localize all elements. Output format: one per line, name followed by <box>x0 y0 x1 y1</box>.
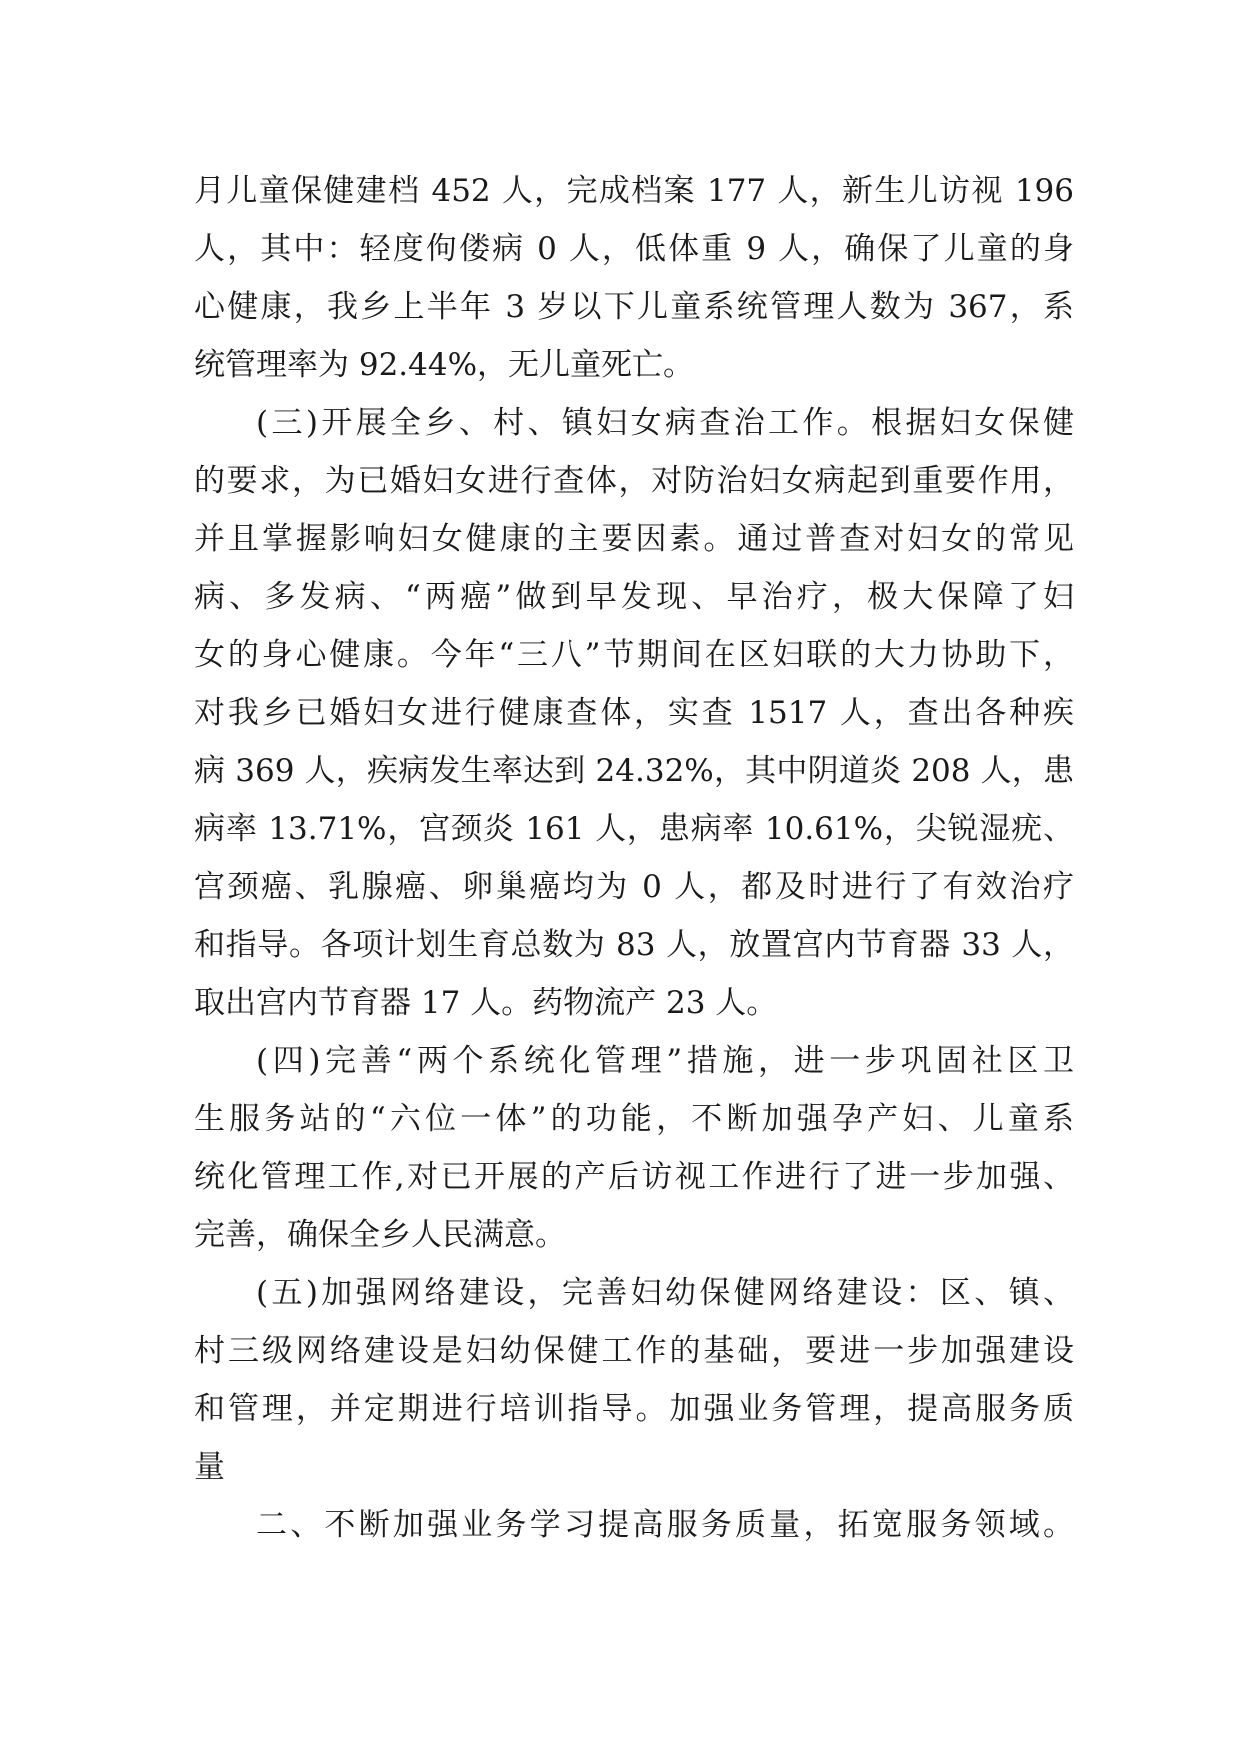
text-line: 和管理，并定期进行培训指导。加强业务管理，提高服务质 <box>194 1391 1074 1427</box>
paragraph-heading-line: (四)完善“两个系统化管理”措施，进一步巩固社区卫 <box>256 1043 1074 1079</box>
text-line: 人，其中：轻度佝偻病 0 人，低体重 9 人，确保了儿童的身 <box>194 231 1074 267</box>
text-line: 病率 13.71%，宫颈炎 161 人，患病率 10.61%，尖锐湿疣、 <box>194 811 1074 847</box>
text-line: 病 369 人，疾病发生率达到 24.32%，其中阴道炎 208 人，患 <box>194 753 1074 789</box>
text-line: 量 <box>194 1449 225 1485</box>
text-line: 对我乡已婚妇女进行健康查体，实查 1517 人，查出各种疾 <box>194 695 1074 731</box>
text-line: 的要求，为已婚妇女进行查体，对防治妇女病起到重要作用， <box>194 463 1074 499</box>
text-line: 统化管理工作,对已开展的产后访视工作进行了进一步加强、 <box>194 1159 1074 1195</box>
text-line: 月儿童保健建档 452 人，完成档案 177 人，新生儿访视 196 <box>194 173 1074 209</box>
section-heading-line: 二、不断加强业务学习提高服务质量，拓宽服务领域。 <box>256 1507 1074 1543</box>
text-line: 取出宫内节育器 17 人。药物流产 23 人。 <box>194 985 778 1021</box>
document-body <box>194 162 1074 1554</box>
paragraph-heading-line: (三)开展全乡、村、镇妇女病查治工作。根据妇女保健 <box>256 405 1074 441</box>
text-line: 并且掌握影响妇女健康的主要因素。通过普查对妇女的常见 <box>194 521 1074 557</box>
text-line: 村三级网络建设是妇幼保健工作的基础，要进一步加强建设 <box>194 1333 1074 1369</box>
paragraph-heading-line: (五)加强网络建设，完善妇幼保健网络建设：区、镇、 <box>256 1275 1074 1311</box>
text-line: 女的身心健康。今年“三八”节期间在区妇联的大力协助下， <box>194 637 1074 673</box>
text-line: 完善，确保全乡人民满意。 <box>194 1217 566 1253</box>
text-line: 统管理率为 92.44%，无儿童死亡。 <box>194 347 695 383</box>
text-line: 病、多发病、“两癌”做到早发现、早治疗，极大保障了妇 <box>194 579 1074 615</box>
text-line: 生服务站的“六位一体”的功能，不断加强孕产妇、儿童系 <box>194 1101 1074 1137</box>
text-line: 心健康，我乡上半年 3 岁以下儿童系统管理人数为 367，系 <box>194 289 1074 325</box>
text-line: 宫颈癌、乳腺癌、卵巢癌均为 0 人，都及时进行了有效治疗 <box>194 869 1074 905</box>
text-line: 和指导。各项计划生育总数为 83 人，放置宫内节育器 33 人， <box>194 927 1074 963</box>
